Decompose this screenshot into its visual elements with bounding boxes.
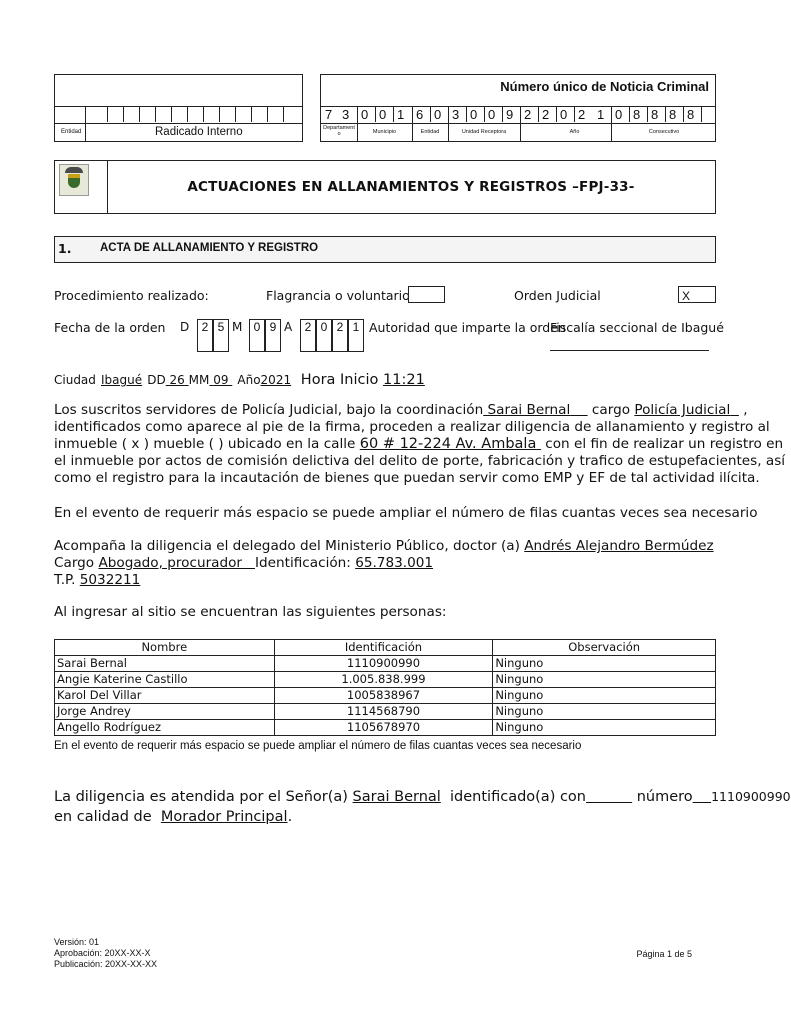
consecutivo-label: Consecutivo — [648, 129, 680, 135]
direccion-value: 60 # 12-224 Av. Ambala — [359, 436, 537, 452]
noticia-digit: 3 — [342, 107, 350, 122]
nombre-cell: Angie Katerine Castillo — [55, 672, 275, 688]
fecha-orden-label: Fecha de la orden — [54, 320, 166, 335]
identificacion-value: 65.783.001 — [355, 555, 434, 571]
document-title-box — [54, 160, 716, 214]
orden-judicial-checkbox[interactable]: X — [678, 286, 716, 303]
noticia-digit: 0 — [560, 107, 568, 122]
year-digit[interactable]: 1 — [348, 319, 364, 352]
ciudad-fecha-line — [54, 369, 425, 388]
nombre-cell: Karol Del Villar — [55, 688, 275, 704]
departamento-label: Departament o — [323, 125, 355, 137]
observacion-cell: Ninguno — [493, 704, 716, 720]
version-footer — [54, 937, 157, 970]
nombre-cell: Jorge Andrey — [55, 704, 275, 720]
colombia-coat-of-arms-icon — [59, 164, 89, 196]
noticia-digit: 8 — [633, 107, 641, 122]
municipio-label: Municipio — [372, 129, 397, 135]
table-header-row — [55, 640, 716, 656]
flagrancia-label: Flagrancia o voluntario — [266, 288, 410, 303]
column-header: Observación — [493, 640, 716, 656]
section-title: ACTA DE ALLANAMIENTO Y REGISTRO — [100, 242, 319, 254]
version-text: Versión: 01 — [54, 937, 100, 947]
anio-label: Año — [237, 373, 261, 387]
noticia-criminal-title: Número único de Noticia Criminal — [500, 79, 709, 94]
atendida-numero: 1110900990 — [711, 789, 791, 804]
day-digit[interactable]: 5 — [213, 319, 229, 352]
coordinador-value: Sarai Bernal — [487, 402, 571, 418]
anio-label: Año — [569, 129, 580, 135]
mm-label: MM — [188, 373, 210, 387]
year-digit[interactable]: 2 — [300, 319, 316, 352]
page-number: Página 1 de 5 — [636, 949, 692, 959]
noticia-digit: 0 — [379, 107, 387, 122]
noticia-digit: 0 — [434, 107, 442, 122]
month-digit[interactable]: 9 — [265, 319, 281, 352]
ciudad-label: Ciudad — [54, 373, 96, 387]
autoridad-label: Autoridad que imparte la orden — [369, 320, 566, 335]
noticia-digit: 8 — [651, 107, 659, 122]
personas-table — [54, 639, 716, 736]
month-letter: M — [232, 320, 243, 334]
procedimiento-label: Procedimiento realizado: — [54, 288, 209, 303]
noticia-digit: 2 — [542, 107, 550, 122]
nombre-cell: Angello Rodríguez — [55, 720, 275, 736]
section-number: 1. — [58, 241, 72, 256]
cargo-value: Policía Judicial — [634, 402, 731, 418]
observacion-cell: Ninguno — [493, 688, 716, 704]
day-digit[interactable]: 2 — [197, 319, 213, 352]
noticia-digit: 2 — [524, 107, 532, 122]
noticia-digit: 7 — [325, 107, 333, 122]
table-row — [55, 656, 716, 672]
hora-label: Hora Inicio — [300, 372, 379, 388]
tp-value: 5032211 — [79, 572, 141, 588]
doctor-value: Andrés Alejandro Bermúdez — [524, 538, 714, 554]
table-row — [55, 688, 716, 704]
publicacion-text: Publicación: 20XX-XX-XX — [54, 959, 158, 969]
document-title: ACTUACIONES EN ALLANAMIENTOS Y REGISTROS –FPJ-33- — [187, 179, 635, 195]
aprobacion-text: Aprobación: 20XX-XX-X — [54, 948, 151, 958]
column-header: Identificación — [274, 640, 493, 656]
identificacion-cell: 1114568790 — [274, 704, 493, 720]
month-digit[interactable]: 0 — [249, 319, 265, 352]
personas-intro: Al ingresar al sitio se encuentran las siguientes personas: — [54, 604, 447, 620]
atendida-block: La diligencia es atendida por el Señor(a) Sarai Bernal identificado(a) con número 1110900990 en calidad de Morador Principal. — [54, 789, 791, 825]
space-note: En el evento de requerir más espacio se puede ampliar el número de filas cuantas veces sea necesario — [54, 505, 758, 521]
year-letter: A — [284, 320, 293, 334]
identificacion-cell: 1.005.838.999 — [274, 672, 493, 688]
table-row — [55, 672, 716, 688]
noticia-criminal-box — [320, 74, 716, 142]
anio-value: 2021 — [260, 373, 292, 387]
noticia-digit: 0 — [470, 107, 478, 122]
identificacion-cell: 1105678970 — [274, 720, 493, 736]
ministerio-publico-block: Acompaña la diligencia el delegado del Ministerio Público, doctor (a) Andrés Alejandro Bermúdez Cargo Abogado, procurador Identificación: 65.783.001 T.P. 5032211 — [54, 538, 714, 588]
unidad-receptora-label: Unidad Receptora — [461, 129, 507, 135]
orden-judicial-label: Orden Judicial — [514, 288, 601, 303]
noticia-digit: 2 — [578, 107, 586, 122]
identificacion-cell: 1110900990 — [274, 656, 493, 672]
hora-value: 11:21 — [383, 372, 425, 388]
noticia-digit: 0 — [615, 107, 623, 122]
table-space-note: En el evento de requerir más espacio se puede ampliar el número de filas cuantas veces sea necesario — [54, 740, 582, 752]
table-row — [55, 704, 716, 720]
noticia-digit: 6 — [416, 107, 424, 122]
table-row — [55, 720, 716, 736]
noticia-digit: 1 — [397, 107, 405, 122]
noticia-digit: 3 — [452, 107, 460, 122]
observacion-cell: Ninguno — [493, 672, 716, 688]
acta-paragraph: Los suscritos servidores de Policía Judicial, bajo la coordinación Sarai Bernal cargo Policía Judicial , identificados como aparece al pie de la firma, proceden a realizar diligencia de allanamiento y registro al inmueble ( x ) mueble ( ) ubicado en la calle 60 # 12-224 Av. Ambala con el fin de realizar un registro en el inmueble por actos de comisión delictiva del delito de porte, fabricación y trafico de estupefacientes, así como el registro para la incautación de bienes que puedan servir como EMP y EF de tal actividad ilícita. — [54, 402, 786, 486]
year-digit[interactable]: 2 — [332, 319, 348, 352]
observacion-cell: Ninguno — [493, 720, 716, 736]
noticia-digit: 0 — [361, 107, 369, 122]
flagrancia-checkbox[interactable] — [408, 286, 445, 303]
autoridad-value: Fiscalía seccional de Ibagué — [550, 320, 724, 335]
ciudad-value: Ibagué — [101, 373, 143, 387]
noticia-digit: 1 — [597, 107, 605, 122]
atendida-nombre: Sarai Bernal — [352, 789, 441, 805]
year-digit[interactable]: 0 — [316, 319, 332, 352]
cargo-ministerio-value: Abogado, procurador — [98, 555, 243, 571]
column-header: Nombre — [55, 640, 275, 656]
radicado-interno-label: Radicado Interno — [155, 126, 243, 138]
section-header — [54, 236, 716, 263]
observacion-cell: Ninguno — [493, 656, 716, 672]
mm-value: 09 — [213, 373, 229, 387]
identificacion-cell: 1005838967 — [274, 688, 493, 704]
dd-label: DD — [147, 373, 166, 387]
nombre-cell: Sarai Bernal — [55, 656, 275, 672]
radicado-interno-box — [54, 74, 303, 142]
day-letter: D — [180, 320, 190, 334]
noticia-digit: 0 — [488, 107, 496, 122]
noticia-digit: 8 — [687, 107, 695, 122]
atendida-calidad: Morador Principal — [160, 809, 288, 825]
noticia-digit: 9 — [506, 107, 514, 122]
entidad-code-label: Entidad — [420, 129, 440, 135]
noticia-digit: 8 — [669, 107, 677, 122]
dd-value: 26 — [169, 373, 185, 387]
entidad-label: Entidad — [61, 129, 82, 135]
